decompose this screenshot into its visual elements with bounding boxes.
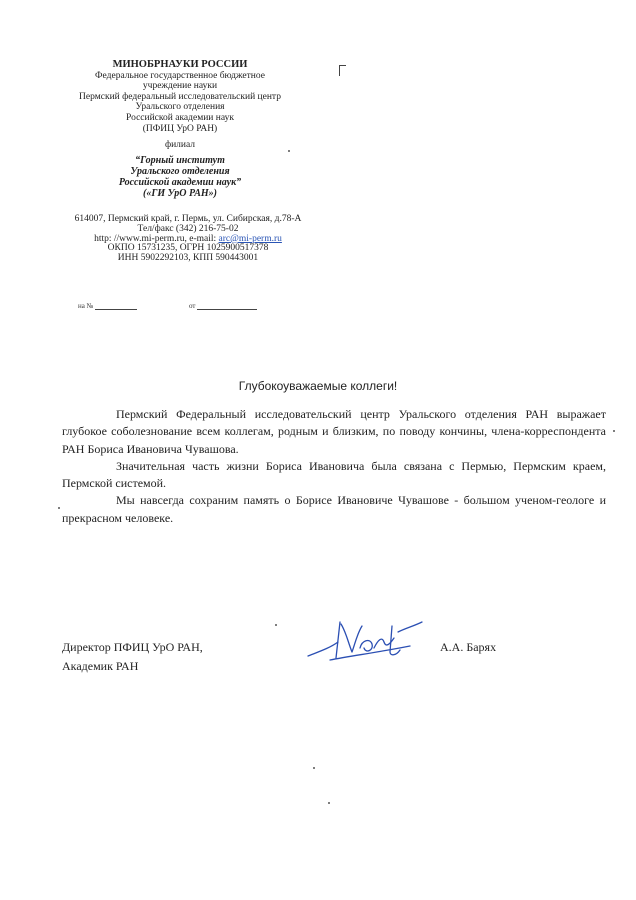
registration-number-label: на № — [78, 302, 94, 310]
letterhead — [50, 60, 310, 199]
institute-line: Российской академии наук” — [118, 176, 242, 188]
scan-speck — [328, 802, 330, 804]
institute-line: Уральского отделения — [130, 165, 230, 177]
org-line: Уральского отделения — [135, 102, 225, 113]
signatory-position: Директор ПФИЦ УрО РАН, — [62, 640, 203, 654]
org-line: (ПФИЦ УрО РАН) — [142, 123, 218, 134]
scan-speck — [313, 767, 315, 769]
paragraph: Пермский Федеральный исследовательский центр Уральского отделения РАН выражает глубокое соболезнование всем коллегам, родным и близким, по поводу кончины, члена-корреспондента РАН Бориса Ивановича Чувашова. — [62, 407, 606, 456]
institute-line: («ГИ УрО РАН») — [143, 187, 217, 199]
institute-line: “Горный институт — [135, 154, 225, 166]
branch-label: филиал — [164, 140, 196, 151]
registration-number — [78, 302, 137, 310]
org-line: Российской академии наук — [126, 112, 234, 123]
greeting: Глубокоуважаемые коллеги! — [238, 379, 398, 393]
institute-name — [50, 155, 310, 199]
signatory-rank: Академик РАН — [62, 659, 139, 673]
email-link[interactable]: arc@mi-perm.ru — [218, 233, 282, 244]
registration-date — [189, 302, 257, 310]
signatory-name: А.А. Барях — [440, 640, 497, 654]
address-corner-mark — [339, 65, 346, 76]
registration-date-blank — [197, 303, 257, 310]
ministry-name: МИНОБРНАУКИ РОССИИ — [112, 59, 248, 70]
org-line: учреждение науки — [142, 81, 218, 92]
scan-speck — [275, 624, 277, 626]
scan-speck — [288, 150, 290, 152]
phone: Тел/факс (342) 216-75-02 — [137, 223, 239, 234]
scan-speck — [58, 507, 60, 509]
okpo-ogrn: ОКПО 15731235, ОГРН 1025900517378 — [107, 243, 269, 254]
address: 614007, Пермский край, г. Пермь, ул. Сибирская, д.78-А — [74, 214, 302, 224]
registration-number-blank — [95, 303, 137, 310]
inn-kpp: ИНН 5902292103, КПП 590443001 — [117, 253, 259, 264]
scan-speck — [613, 430, 615, 432]
registration-date-label: от — [189, 302, 196, 310]
org-line: Пермский федеральный исследовательский центр — [79, 91, 281, 102]
website: http: //www.mi-perm.ru, e-mail: — [94, 233, 219, 244]
org-line: Федеральное государственное бюджетное — [95, 70, 265, 81]
paragraph: Значительная часть жизни Бориса Ивановича была связана с Пермью, Пермским краем, Пермской системой. — [62, 458, 606, 491]
paragraph: Мы навсегда сохраним память о Борисе Ивановиче Чувашове - большом ученом-геологе и прекрасном человеке. — [62, 493, 606, 525]
letter-body — [62, 406, 606, 527]
contact-block — [58, 215, 318, 264]
handwritten-signature — [300, 612, 430, 666]
